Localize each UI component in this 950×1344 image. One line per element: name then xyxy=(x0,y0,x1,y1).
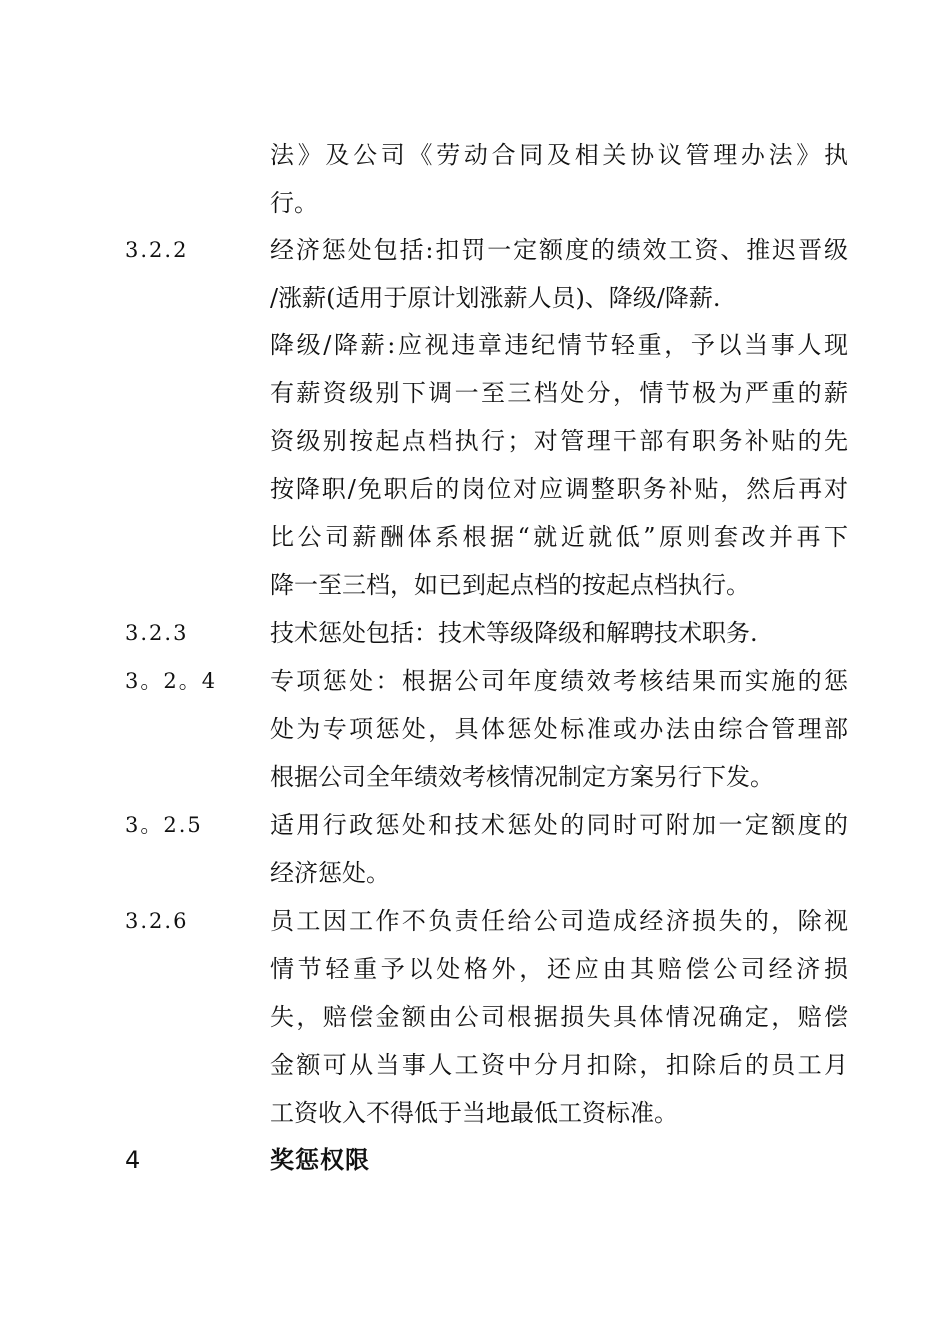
clause-line: 经济惩处包括:扣罚一定额度的绩效工资、推迟晋级 xyxy=(270,236,848,264)
clause-line: 比公司薪酬体系根据“就近就低”原则套改并再下 xyxy=(270,523,848,551)
clause-line: 专项惩处：根据公司年度绩效考核结果而实施的惩 xyxy=(270,667,848,695)
clause-line: 情节轻重予以处格外，还应由其赔偿公司经济损 xyxy=(270,955,848,983)
clause-line: 资级别按起点档执行；对管理干部有职务补贴的先 xyxy=(270,427,848,455)
section-title: 奖惩权限 xyxy=(270,1146,370,1174)
intro-line: 行。 xyxy=(270,189,318,217)
clause-line: /涨薪(适用于原计划涨薪人员)、降级/降薪. xyxy=(270,284,721,312)
clause-number: 3.2.2 xyxy=(125,238,189,262)
clause-line: 技术惩处包括：技术等级降级和解聘技术职务. xyxy=(270,619,758,647)
clause-line: 降一至三档，如已到起点档的按起点档执行。 xyxy=(270,571,750,599)
clause-number: 3.2.6 xyxy=(125,909,189,933)
clause-line: 根据公司全年绩效考核情况制定方案另行下发。 xyxy=(270,763,774,791)
clause-line: 有薪资级别下调一至三档处分，情节极为严重的薪 xyxy=(270,379,848,407)
intro-line: 法》及公司《劳动合同及相关协议管理办法》执 xyxy=(270,141,848,169)
clause-line: 适用行政惩处和技术惩处的同时可附加一定额度的 xyxy=(270,811,848,839)
clause-line: 金额可从当事人工资中分月扣除，扣除后的员工月 xyxy=(270,1051,848,1079)
clause-number: 3。2.5 xyxy=(125,813,203,837)
clause-line: 按降职/免职后的岗位对应调整职务补贴，然后再对 xyxy=(270,475,848,503)
clause-line: 处为专项惩处，具体惩处标准或办法由综合管理部 xyxy=(270,715,848,743)
section-number: 4 xyxy=(125,1146,141,1174)
clause-line: 员工因工作不负责任给公司造成经济损失的，除视 xyxy=(270,907,848,935)
clause-number: 3。2。4 xyxy=(125,669,218,693)
clause-line: 降级/降薪:应视违章违纪情节轻重，予以当事人现 xyxy=(270,331,848,359)
clause-number: 3.2.3 xyxy=(125,621,189,645)
clause-line: 工资收入不得低于当地最低工资标准。 xyxy=(270,1099,678,1127)
clause-line: 失，赔偿金额由公司根据损失具体情况确定，赔偿 xyxy=(270,1003,848,1031)
clause-line: 经济惩处。 xyxy=(270,859,390,887)
